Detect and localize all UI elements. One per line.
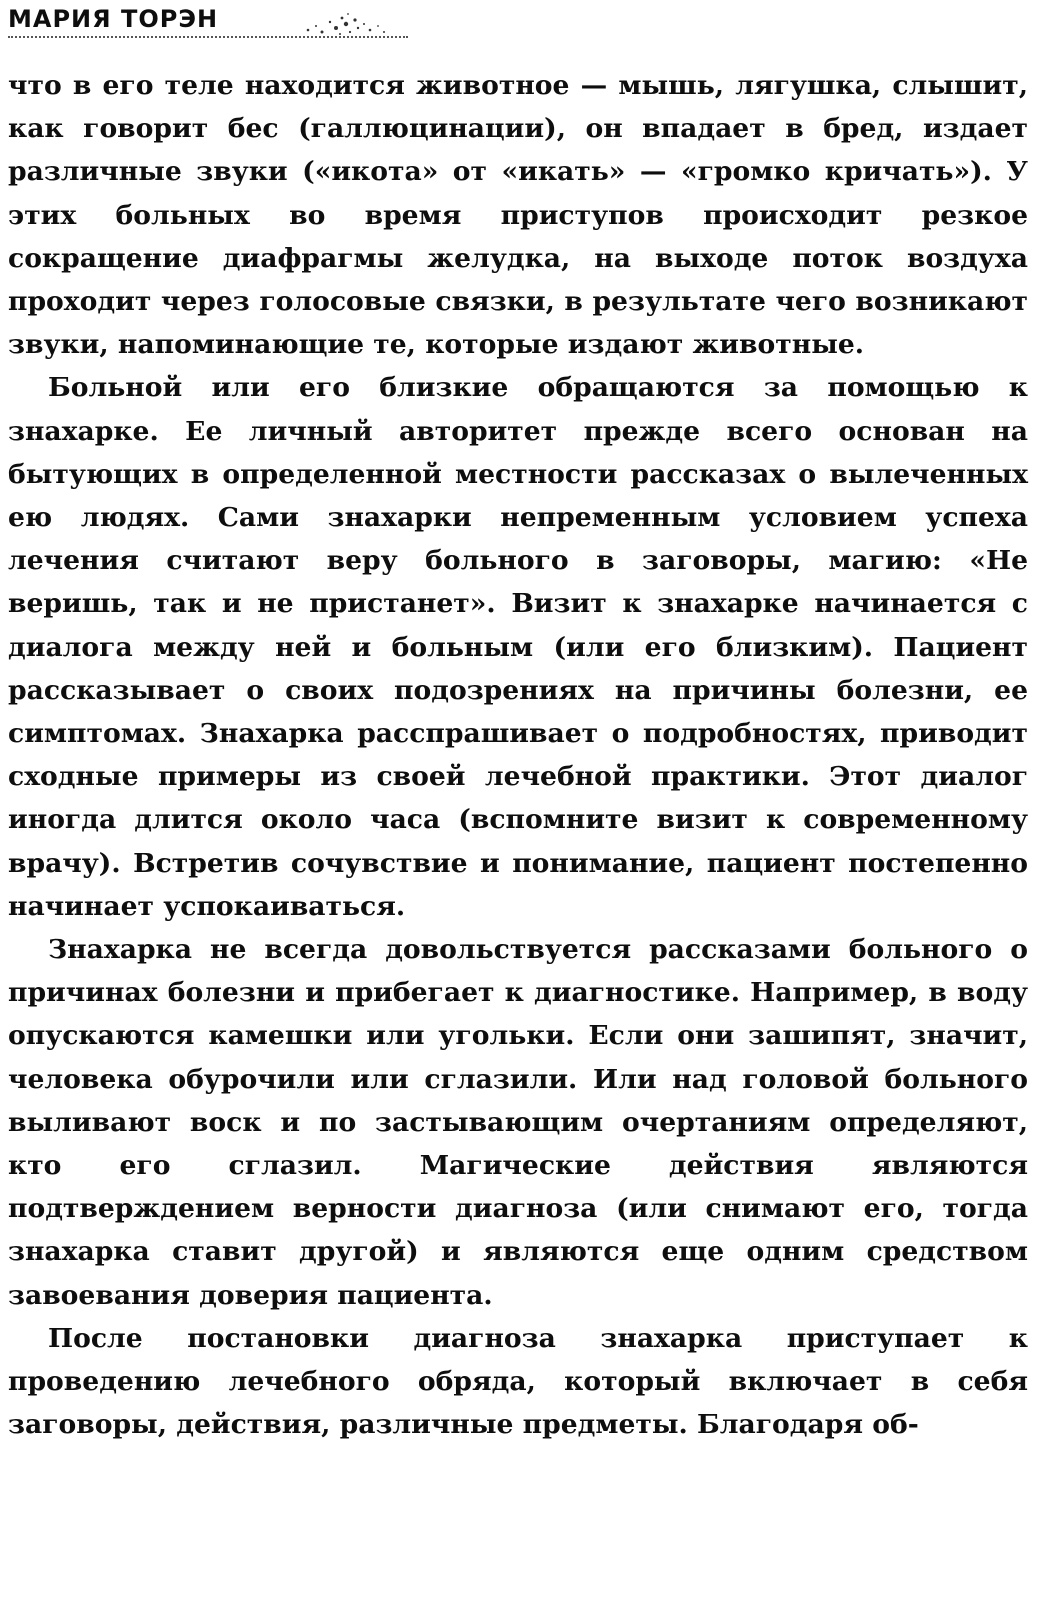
paragraph-healing-ritual: После постановки диагноза знахарка приступает к проведению лечебного обряда, который включает в себя заговоры, действия, различные предметы. Благодаря об- — [8, 1322, 1028, 1441]
paragraph-visit-to-healer: Больной или его близкие обращаются за помощью к знахарке. Ее личный авторитет прежде всего основан на бытующих в определенной местности рассказах о вылеченных ею людях. Сами знахарки непременным условием успеха лечения считают веру больного в заговоры, магию: «Не веришь, так и не пристанет». Визит к знахарке начинается с диалога между ней и больным (или его близким). Пациент рассказывает о своих подозрениях на причины болезни, ее симптомах. Знахарка расспрашивает о подробностях, приводит сходные примеры из своей лечебной практики. Этот диалог иногда длится около часа (вспомните визит к современному врачу). Встретив сочувствие и понимание, пациент постепенно начинает успокаиваться. — [8, 372, 1028, 922]
body-text — [8, 64, 1028, 1447]
paragraph-diagnostics: Знахарка не всегда довольствуется рассказами больного о причинах болезни и прибегает к диагностике. Например, в воду опускаются камешки или угольки. Если они зашипят, значит, человека обурочили или сглазили. Или над головой больного выливают воск и по застывающим очертаниям определяют, кто его сглазил. Магические действия являются подтверждением верности диагноза (или снимают его, тогда знахарка ставит другой) и являются еще одним средством завоевания доверия пациента. — [8, 934, 1028, 1311]
running-title: МАРИЯ ТОРЭН — [8, 5, 219, 33]
header-rule — [8, 36, 408, 38]
print-smudge-decoration — [300, 10, 390, 38]
running-header — [8, 4, 428, 40]
paragraph-continued: что в его теле находится животное — мышь, лягушка, слышит, как говорит бес (галлюцинации), он впадает в бред, издает различные звуки («икота» от «икать» — «громко кричать»). У этих больных во время приступов происходит резкое сокращение диафрагмы желудка, на выходе поток воздуха проходит через голосовые связки, в результате чего возникают звуки, напоминающие те, которые издают животные. — [8, 70, 1028, 361]
